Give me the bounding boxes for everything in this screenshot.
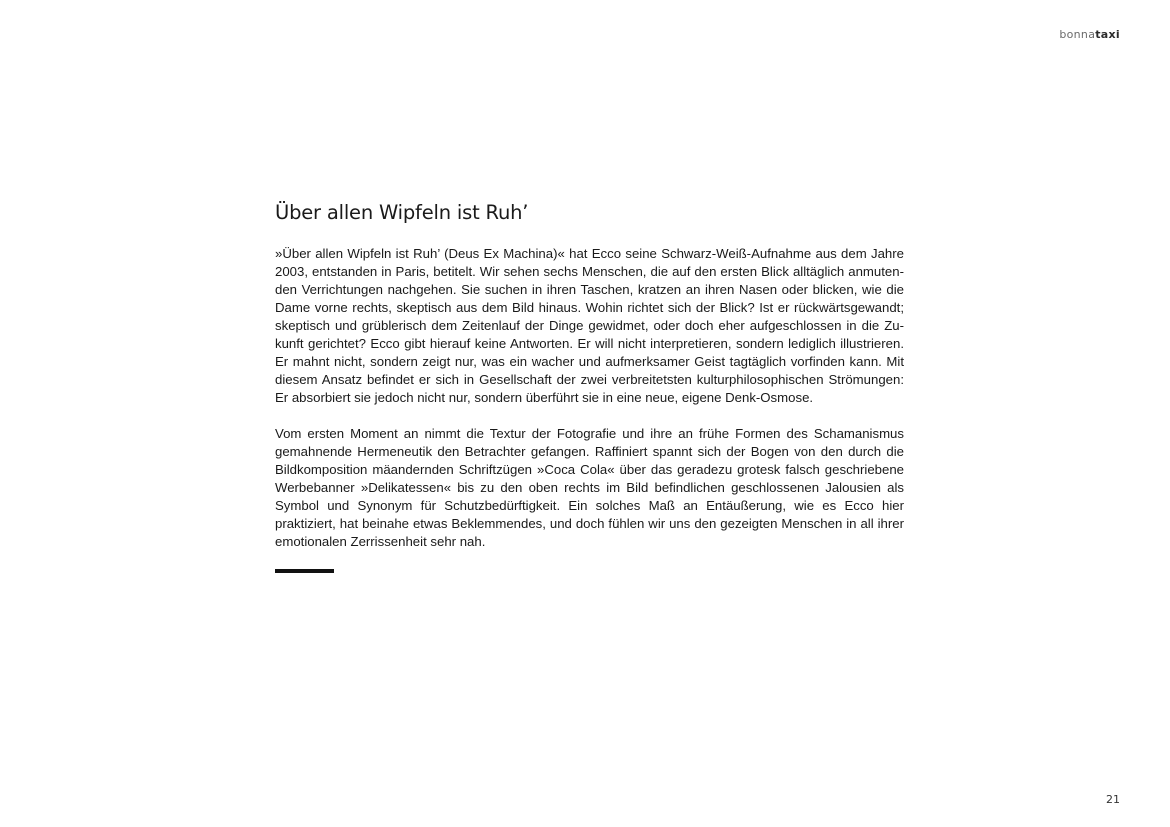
page-number: 21	[1106, 793, 1120, 806]
brand-logo-bold: taxi	[1095, 28, 1120, 41]
article-paragraph-2: Vom ersten Moment an nimmt die Textur der Fotografie und ihre an frühe Formen des Schamanismus gemahnende Hermeneutik den Betrachter gefangen. Raffiniert spannt sich der Bogen von den durch die Bildkomposition mäandernden Schriftzügen »Coca Cola« über das geradezu grotesk falsch geschriebene Werbebanner »Delikatessen« bis zu den oben rechts im Bild befindlichen geschlossenen Jalousien als Symbol und Synonym für Schutzbedürftigkeit. Ein solches Maß an Entäußerung, wie es Ecco hier praktiziert, hat beinahe etwas Beklemmendes, und doch fühlen wir uns den gezeigten Menschen in all ihrer emotionalen Zerrissenheit sehr nah.	[275, 426, 904, 549]
article	[275, 200, 904, 573]
article-title: Über allen Wipfeln ist Ruh’	[275, 201, 529, 224]
divider-rule	[275, 569, 334, 573]
brand-logo	[1059, 28, 1120, 41]
brand-logo-light: bonna	[1059, 28, 1096, 41]
article-paragraph-1: »Über allen Wipfeln ist Ruh’ (Deus Ex Machina)« hat Ecco seine Schwarz-Weiß-Aufnahme aus dem Jahre 2003, entstanden in Paris, betitelt. Wir sehen sechs Menschen, die auf den ersten Blick alltäglich anmutenden Verrichtungen nachgehen. Sie suchen in ihren Taschen, kratzen an ihren Nasen oder blicken, wie die Dame vorne rechts, skeptisch aus dem Bild hinaus. Wohin richtet sich der Blick? Ist er rückwärtsgewandt; skeptisch und grüblerisch dem Zeitenlauf der Dinge gewidmet, oder doch eher aufgeschlossen in die Zukunft gerichtet? Ecco gibt hierauf keine Antworten. Er will nicht interpretieren, sondern lediglich illustrieren. Er mahnt nicht, sondern zeigt nur, was ein wacher und aufmerksamer Geist tagtäglich vorfinden kann. Mit diesem Ansatz befindet er sich in Gesellschaft der zwei verbreitetsten kulturphilosophischen Strömungen: Er absorbiert sie jedoch nicht nur, sondern überführt sie in eine neue, eigene Denk-Osmose.	[275, 246, 904, 405]
